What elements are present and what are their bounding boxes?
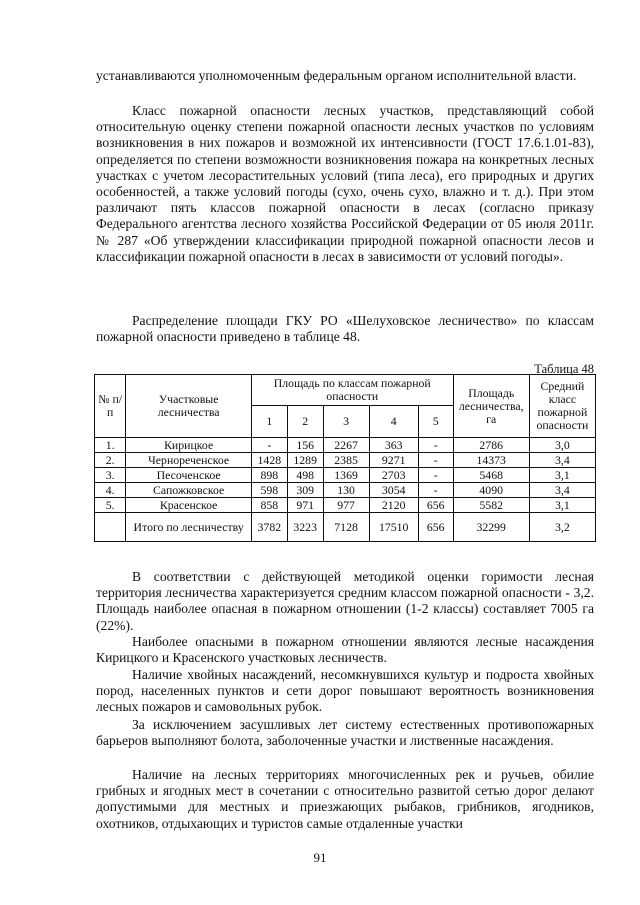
table-row <box>95 453 596 468</box>
cell-num: 4. <box>95 483 126 498</box>
cell-area: 14373 <box>453 453 529 468</box>
cell-avg: 3,1 <box>529 498 595 513</box>
cell-total-label: Итого по лесничеству <box>126 513 252 542</box>
paragraph-table-intro: Распределение площади ГКУ РО «Шелуховское лесничество» по классам пожарной опасности приведено в таблице 48. <box>96 313 594 345</box>
table-caption: Таблица 48 <box>534 362 594 376</box>
cell-class-2: 156 <box>287 438 323 453</box>
cell-area: 5468 <box>453 468 529 483</box>
paragraph-fire-class-definition: Класс пожарной опасности лесных участков, представляющий собой относительную оценку степени пожарной опасности лесных участков по условиям возникновения в них пожаров и возможной их интенсивности (ГОСТ 17.6.1.01-83), определяется по степени возможности возникновения пожара на конкретных лесных участках с учетом лесорастительных условий (типа леса), его природных и других особенностей, а также условий погоды (сухо, очень сухо, влажно и т. д.). При этом различают пять классов пожарной опасности в лесах (согласно приказу Федерального агентства лесного хозяйства Российской Федерации от 05 июля 2011г. № 287 «Об утверждении классификации природной пожарной опасности лесов и классификации пожарной опасности в лесах в зависимости от условий погоды». <box>96 103 594 264</box>
cell-num-empty <box>95 513 126 542</box>
header-num: № п/п <box>95 375 126 438</box>
cell-total-class-1: 3782 <box>251 513 287 542</box>
cell-class-3: 130 <box>323 483 369 498</box>
paragraph-authority: устанавливаются уполномоченным федеральным органом исполнительной власти. <box>96 68 577 83</box>
paragraph-risk-factors: Наличие хвойных насаждений, несомкнувшихся культур и подроста хвойных пород, населенных пунктов и сети дорог повышают вероятность возникновения лесных пожаров и самовольных рубок. <box>96 667 594 715</box>
cell-class-1: 898 <box>251 468 287 483</box>
header-class-5: 5 <box>418 406 453 438</box>
cell-area: 5582 <box>453 498 529 513</box>
cell-district: Кирицкое <box>126 438 252 453</box>
cell-total-class-3: 7128 <box>323 513 369 542</box>
header-avg-class: Средний класс пожарной опасности <box>529 375 595 438</box>
cell-class-4: 2703 <box>369 468 418 483</box>
cell-avg: 3,4 <box>529 483 595 498</box>
cell-district: Сапожковское <box>126 483 252 498</box>
paragraph-natural-barriers: За исключением засушливых лет систему естественных противопожарных барьеров выполняют болота, заболоченные участки и лиственные насаждения. <box>96 717 594 749</box>
paragraph-most-dangerous: Наиболее опасными в пожарном отношении являются лесные насаждения Кирицкого и Красенского участковых лесничеств. <box>96 634 594 666</box>
cell-num: 2. <box>95 453 126 468</box>
cell-avg: 3,0 <box>529 438 595 453</box>
cell-class-5: - <box>418 453 453 468</box>
cell-num: 5. <box>95 498 126 513</box>
cell-district: Песоченское <box>126 468 252 483</box>
cell-class-3: 977 <box>323 498 369 513</box>
page-number: 91 <box>313 850 327 865</box>
table-total-row <box>95 513 596 542</box>
cell-avg: 3,1 <box>529 468 595 483</box>
header-area-by-class: Площадь по классам пожарной опасности <box>251 375 453 406</box>
cell-total-avg: 3,2 <box>529 513 595 542</box>
header-class-3: 3 <box>323 406 369 438</box>
cell-class-1: - <box>251 438 287 453</box>
header-class-2: 2 <box>287 406 323 438</box>
cell-num: 1. <box>95 438 126 453</box>
cell-avg: 3,4 <box>529 453 595 468</box>
header-district: Участковые лесничества <box>126 375 252 438</box>
cell-area: 4090 <box>453 483 529 498</box>
cell-class-4: 9271 <box>369 453 418 468</box>
cell-district: Чернореченское <box>126 453 252 468</box>
cell-class-2: 309 <box>287 483 323 498</box>
table-row <box>95 498 596 513</box>
cell-district: Красенское <box>126 498 252 513</box>
cell-class-5: - <box>418 468 453 483</box>
cell-class-3: 2385 <box>323 453 369 468</box>
header-total-area: Площадь лесничества, га <box>453 375 529 438</box>
cell-class-2: 1289 <box>287 453 323 468</box>
cell-class-1: 598 <box>251 483 287 498</box>
header-class-4: 4 <box>369 406 418 438</box>
table-row <box>95 438 596 453</box>
paragraph-average-class: В соответствии с действующей методикой оценки горимости лесная территория лесничества характеризуется средним классом пожарной опасности - 3,2. Площадь наиболее опасная в пожарном отношении (1-2 классы) составляет 7005 га (22%). <box>96 569 594 633</box>
fire-danger-table <box>94 374 596 542</box>
cell-total-class-4: 17510 <box>369 513 418 542</box>
cell-class-3: 2267 <box>323 438 369 453</box>
cell-class-1: 858 <box>251 498 287 513</box>
cell-class-5: - <box>418 483 453 498</box>
paragraph-rivers-access: Наличие на лесных территориях многочисленных рек и ручьев, обилие грибных и ягодных мест в сочетании с относительно развитой сетью дорог делают допустимыми для местных и приезжающих рыбаков, грибников, ягодников, охотников, отдыхающих и туристов самые отдаленные участки <box>96 767 594 831</box>
cell-class-5: 656 <box>418 498 453 513</box>
cell-class-1: 1428 <box>251 453 287 468</box>
cell-class-3: 1369 <box>323 468 369 483</box>
cell-area: 2786 <box>453 438 529 453</box>
cell-class-4: 3054 <box>369 483 418 498</box>
cell-class-2: 971 <box>287 498 323 513</box>
cell-class-5: - <box>418 438 453 453</box>
table-row <box>95 483 596 498</box>
cell-class-4: 2120 <box>369 498 418 513</box>
cell-total-class-5: 656 <box>418 513 453 542</box>
cell-num: 3. <box>95 468 126 483</box>
cell-total-class-2: 3223 <box>287 513 323 542</box>
header-class-1: 1 <box>251 406 287 438</box>
cell-class-2: 498 <box>287 468 323 483</box>
cell-total-area: 32299 <box>453 513 529 542</box>
table-row <box>95 468 596 483</box>
cell-class-4: 363 <box>369 438 418 453</box>
